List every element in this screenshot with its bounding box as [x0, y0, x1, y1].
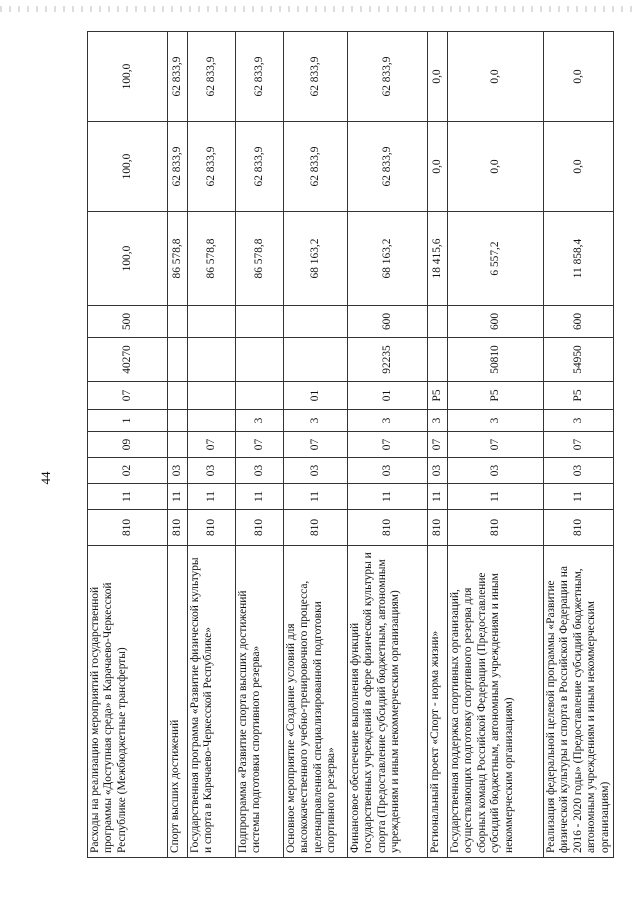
- event-code: 01: [348, 382, 428, 410]
- amount-year-3: 62 833,9: [188, 32, 236, 122]
- row-name: Региональный проект «Спорт - норма жизни»: [428, 546, 448, 858]
- section-code: 11: [544, 484, 614, 510]
- section-code: 11: [284, 484, 348, 510]
- program-code: 07: [188, 432, 236, 458]
- subprogram-code: 3: [448, 410, 544, 432]
- table-row: [544, 32, 614, 858]
- subprogram-code: [188, 410, 236, 432]
- ministry-code: 810: [448, 510, 544, 546]
- event-code: 07: [88, 382, 168, 410]
- event-code: P5: [428, 382, 448, 410]
- subsection-code: 03: [544, 458, 614, 484]
- direction-code: 40270: [88, 338, 168, 382]
- amount-year-3: 62 833,9: [236, 32, 284, 122]
- subprogram-code: 3: [236, 410, 284, 432]
- row-name: Реализация федеральной целевой программы «Развитие физической культуры и спорта в Российской Федерации на 2016 - 2020 годы» (Предоставление субсидий бюджетным, автономным учреждениям и иным некоммерческим организациям): [544, 546, 614, 858]
- row-name: Финансовое обеспечение выполнения функций государственных учреждений в сфере физической культуры и спорта (Предоставление субсидий бюджетным, автономным учреждениям и иным некоммерческим организациям): [348, 546, 428, 858]
- row-name: Спорт высших достижений: [168, 546, 188, 858]
- amount-year-2: 0,0: [544, 122, 614, 212]
- subprogram-code: 3: [348, 410, 428, 432]
- section-code: 11: [168, 484, 188, 510]
- ministry-code: 810: [428, 510, 448, 546]
- subsection-code: 02: [88, 458, 168, 484]
- section-code: 11: [448, 484, 544, 510]
- direction-code: [188, 338, 236, 382]
- amount-year-1: 11 858,4: [544, 212, 614, 306]
- expense-type-code: [428, 306, 448, 338]
- scan-noise-strip: [0, 6, 633, 12]
- budget-table: [87, 31, 614, 858]
- amount-year-1: 86 578,8: [188, 212, 236, 306]
- amount-year-3: 0,0: [428, 32, 448, 122]
- subsection-code: 03: [428, 458, 448, 484]
- subsection-code: 03: [448, 458, 544, 484]
- subprogram-code: 3: [284, 410, 348, 432]
- row-name: Расходы на реализацию мероприятий государственной программы «Доступная среда» в Карачаево-Черкесской Республике (Межбюджетные трансферты): [88, 546, 168, 858]
- expense-type-code: 600: [348, 306, 428, 338]
- program-code: 07: [448, 432, 544, 458]
- expense-type-code: [168, 306, 188, 338]
- expense-type-code: 600: [448, 306, 544, 338]
- amount-year-2: 100,0: [88, 122, 168, 212]
- direction-code: [284, 338, 348, 382]
- program-code: 07: [236, 432, 284, 458]
- event-code: P5: [544, 382, 614, 410]
- event-code: P5: [448, 382, 544, 410]
- amount-year-1: 18 415,6: [428, 212, 448, 306]
- direction-code: [236, 338, 284, 382]
- program-code: 07: [348, 432, 428, 458]
- amount-year-2: 62 833,9: [168, 122, 188, 212]
- amount-year-1: 86 578,8: [168, 212, 188, 306]
- direction-code: 92235: [348, 338, 428, 382]
- expense-type-code: [188, 306, 236, 338]
- subsection-code: 03: [348, 458, 428, 484]
- amount-year-1: 86 578,8: [236, 212, 284, 306]
- subsection-code: 03: [236, 458, 284, 484]
- table-row: [168, 32, 188, 858]
- ministry-code: 810: [284, 510, 348, 546]
- row-name: Государственная программа «Развитие физической культуры и спорта в Карачаево-Черкесской Республике»: [188, 546, 236, 858]
- amount-year-1: 68 163,2: [348, 212, 428, 306]
- ministry-code: 810: [348, 510, 428, 546]
- event-code: [168, 382, 188, 410]
- amount-year-3: 62 833,9: [348, 32, 428, 122]
- section-code: 11: [236, 484, 284, 510]
- direction-code: 50810: [448, 338, 544, 382]
- ministry-code: 810: [236, 510, 284, 546]
- direction-code: 54950: [544, 338, 614, 382]
- rotated-page-content: [87, 32, 609, 858]
- event-code: 01: [284, 382, 348, 410]
- subprogram-code: [168, 410, 188, 432]
- section-code: 11: [348, 484, 428, 510]
- amount-year-2: 62 833,9: [188, 122, 236, 212]
- direction-code: [428, 338, 448, 382]
- amount-year-1: 6 557,2: [448, 212, 544, 306]
- amount-year-3: 100,0: [88, 32, 168, 122]
- section-code: 11: [188, 484, 236, 510]
- row-name: Основное мероприятие «Создание условий для высококачественного учебно-тренировочного процесса, целенаправленной специализированной подготовки спортивного резерва»: [284, 546, 348, 858]
- table-row: [236, 32, 284, 858]
- expense-type-code: 600: [544, 306, 614, 338]
- program-code: [168, 432, 188, 458]
- table-row: [448, 32, 544, 858]
- program-code: 07: [544, 432, 614, 458]
- expense-type-code: [284, 306, 348, 338]
- expense-type-code: 500: [88, 306, 168, 338]
- table-row: [284, 32, 348, 858]
- subprogram-code: 3: [544, 410, 614, 432]
- subprogram-code: 1: [88, 410, 168, 432]
- direction-code: [168, 338, 188, 382]
- amount-year-2: 62 833,9: [284, 122, 348, 212]
- table-row: [88, 32, 168, 858]
- subsection-code: 03: [168, 458, 188, 484]
- ministry-code: 810: [544, 510, 614, 546]
- amount-year-1: 100,0: [88, 212, 168, 306]
- amount-year-3: 0,0: [448, 32, 544, 122]
- amount-year-2: 62 833,9: [348, 122, 428, 212]
- subsection-code: 03: [188, 458, 236, 484]
- table-row: [348, 32, 428, 858]
- page-number: 44: [38, 471, 53, 485]
- ministry-code: 810: [168, 510, 188, 546]
- amount-year-2: 62 833,9: [236, 122, 284, 212]
- table-row: [428, 32, 448, 858]
- amount-year-3: 62 833,9: [168, 32, 188, 122]
- program-code: 09: [88, 432, 168, 458]
- amount-year-2: 0,0: [448, 122, 544, 212]
- row-name: Государственная поддержка спортивных организаций, осуществляющих подготовку спортивного резерва для сборных команд Российской Федерации (Предоставление субсидий бюджетным, автономным учреждениям и иным некоммерческим организациям): [448, 546, 544, 858]
- ministry-code: 810: [88, 510, 168, 546]
- amount-year-2: 0,0: [428, 122, 448, 212]
- section-code: 11: [88, 484, 168, 510]
- section-code: 11: [428, 484, 448, 510]
- budget-table-body: [88, 32, 614, 858]
- program-code: 07: [428, 432, 448, 458]
- program-code: 07: [284, 432, 348, 458]
- expense-type-code: [236, 306, 284, 338]
- row-name: Подпрограмма «Развитие спорта высших достижений системы подготовки спортивного резерва»: [236, 546, 284, 858]
- event-code: [188, 382, 236, 410]
- amount-year-3: 0,0: [544, 32, 614, 122]
- amount-year-1: 68 163,2: [284, 212, 348, 306]
- amount-year-3: 62 833,9: [284, 32, 348, 122]
- table-row: [188, 32, 236, 858]
- event-code: [236, 382, 284, 410]
- ministry-code: 810: [188, 510, 236, 546]
- subprogram-code: 3: [428, 410, 448, 432]
- subsection-code: 03: [284, 458, 348, 484]
